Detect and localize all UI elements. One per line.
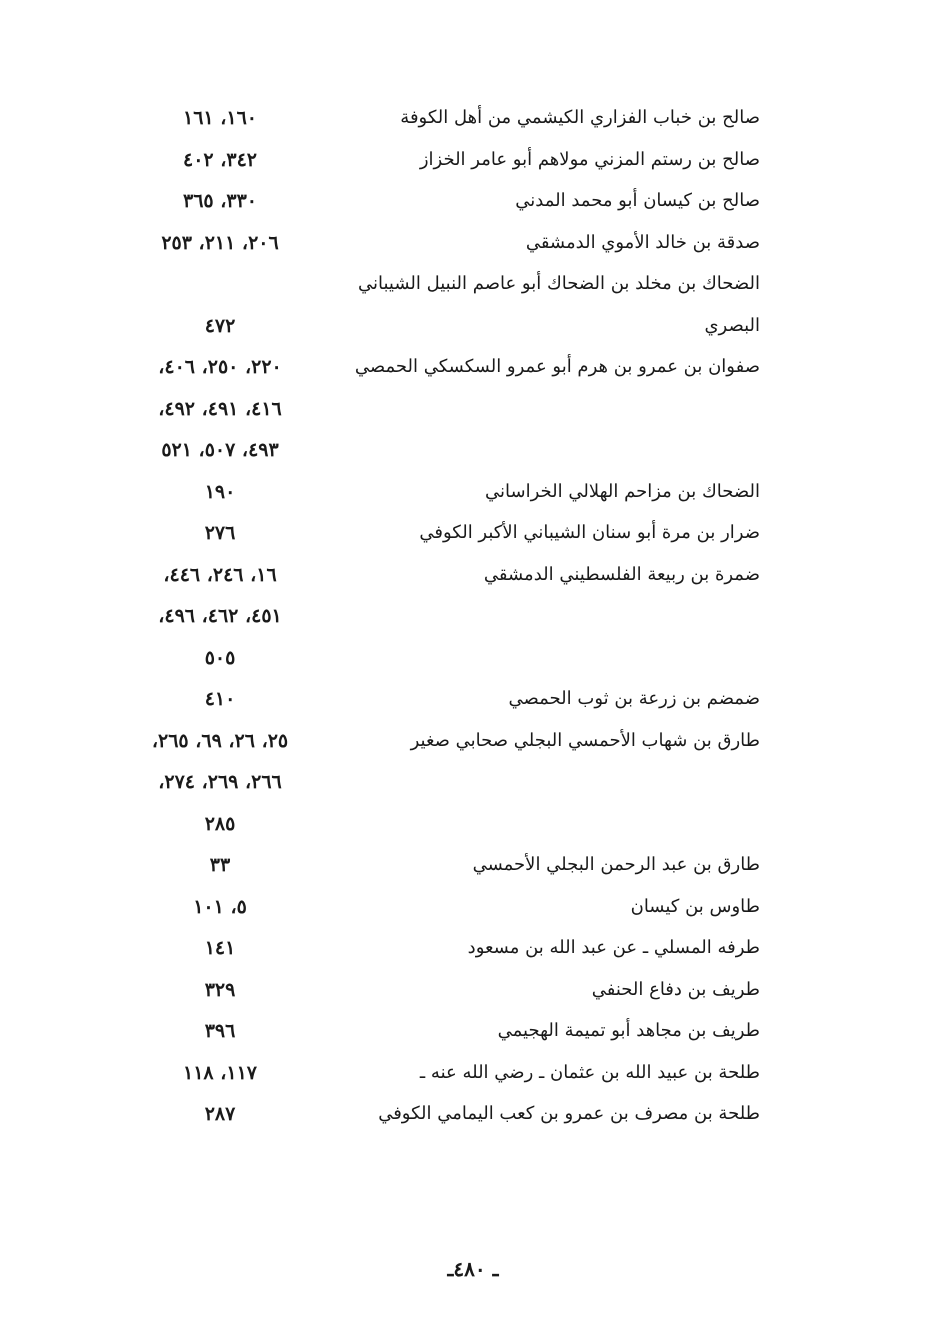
entry-pages: ١٩٠ — [204, 480, 236, 503]
index-entry — [100, 555, 760, 597]
entry-pages: ٢٨٧ — [204, 1103, 236, 1125]
entry-name: صالح بن كيسان أبو محمد المدني — [515, 190, 760, 211]
entry-pages: ٢٦٦، ٢٦٩، ٢٧٤، — [158, 771, 282, 793]
index-entry — [100, 223, 760, 265]
index-entry — [100, 430, 760, 472]
entry-name: البصري — [704, 314, 760, 336]
entry-name: ضمرة بن ربيعة الفلسطيني الدمشقي — [483, 563, 760, 585]
entry-name: صفوان بن عمرو بن هرم أبو عمرو السكسكي الحمصي — [354, 356, 760, 377]
entry-name: الضحاك بن مزاحم الهلالي الخراساني — [485, 480, 760, 502]
index-list — [100, 98, 760, 1136]
entry-pages: ٢٢٠، ٢٥٠، ٤٠٦، — [158, 356, 282, 378]
entry-name: صالح بن رستم المزني مولاهم أبو عامر الخزاز — [419, 148, 760, 170]
index-entry — [100, 762, 760, 804]
index-entry — [100, 1094, 760, 1136]
index-entry — [100, 513, 760, 555]
index-entry — [100, 347, 760, 389]
entry-name: طاوس بن كيسان — [630, 895, 760, 917]
entry-pages: ٣٩٦ — [204, 1020, 236, 1042]
entry-name: طلحة بن عبيد الله بن عثمان ـ رضي الله عنه ـ — [419, 1061, 760, 1083]
entry-name: طرفه المسلي ـ عن عبد الله بن مسعود — [467, 937, 760, 958]
entry-name: طلحة بن مصرف بن عمرو بن كعب اليمامي الكوفي — [378, 1103, 760, 1124]
entry-pages: ٢٧٦ — [204, 522, 236, 544]
entry-pages: ١٦، ٢٤٦، ٤٤٦، — [163, 563, 277, 586]
entry-pages: ١١٧، ١١٨ — [183, 1061, 257, 1084]
entry-pages: ٣٣ — [209, 854, 231, 876]
index-entry — [100, 264, 760, 306]
entry-name: طارق بن عبد الرحمن البجلي الأحمسي — [472, 854, 760, 875]
entry-name: الضحاك بن مخلد بن الضحاك أبو عاصم النبيل الشيباني — [357, 273, 760, 294]
entry-name: ضمضم بن زرعة بن ثوب الحمصي — [508, 688, 760, 709]
index-entry — [100, 721, 760, 763]
entry-pages: ٢٨٥ — [204, 812, 236, 835]
index-entry — [100, 98, 760, 140]
index-entry — [100, 928, 760, 970]
index-entry — [100, 1011, 760, 1053]
index-entry — [100, 970, 760, 1012]
index-entry — [100, 887, 760, 929]
entry-pages: ٤٧٢ — [204, 314, 236, 337]
index-entry — [100, 638, 760, 680]
entry-name: طريف بن دفاع الحنفي — [591, 978, 760, 1000]
entry-pages: ٢٥، ٢٦، ٦٩، ٢٦٥، — [151, 729, 289, 752]
entry-pages: ٤٥١، ٤٦٢، ٤٩٦، — [158, 605, 282, 627]
entry-pages: ٤١٠ — [204, 688, 236, 710]
index-entry — [100, 596, 760, 638]
entry-pages: ١٤١ — [204, 937, 236, 959]
index-entry — [100, 1053, 760, 1095]
entry-pages: ٤١٦، ٤٩١، ٤٩٢، — [158, 397, 282, 420]
entry-pages: ٣٣٠، ٣٦٥ — [183, 190, 257, 212]
index-entry — [100, 389, 760, 431]
entry-name: طريف بن مجاهد أبو تميمة الهجيمي — [497, 1020, 760, 1041]
index-entry — [100, 804, 760, 846]
index-entry — [100, 845, 760, 887]
entry-pages: ٣٤٢، ٤٠٢ — [183, 148, 257, 171]
entry-pages: ٥، ١٠١ — [193, 895, 247, 918]
index-entry — [100, 679, 760, 721]
entry-name: طارق بن شهاب الأحمسي البجلي صحابي صغير — [410, 729, 760, 751]
index-entry — [100, 140, 760, 182]
index-entry — [100, 181, 760, 223]
entry-name: ضرار بن مرة أبو سنان الشيباني الأكبر الكوفي — [419, 522, 760, 543]
entry-name: صالح بن خباب الفزاري الكيشمي من أهل الكوفة — [400, 107, 760, 128]
entry-pages: ٤٩٣، ٥٠٧، ٥٢١ — [161, 439, 279, 461]
entry-pages: ٥٠٥ — [204, 646, 236, 669]
page-number: ـ ٤٨٠ـ — [447, 1257, 499, 1281]
index-entry — [100, 472, 760, 514]
entry-pages: ٢٠٦، ٢١١، ٢٥٣ — [161, 231, 279, 254]
entry-pages: ٣٢٩ — [204, 978, 236, 1001]
entry-pages: ١٦٠، ١٦١ — [183, 107, 257, 129]
index-entry — [100, 306, 760, 348]
entry-name: صدقة بن خالد الأموي الدمشقي — [525, 231, 760, 253]
